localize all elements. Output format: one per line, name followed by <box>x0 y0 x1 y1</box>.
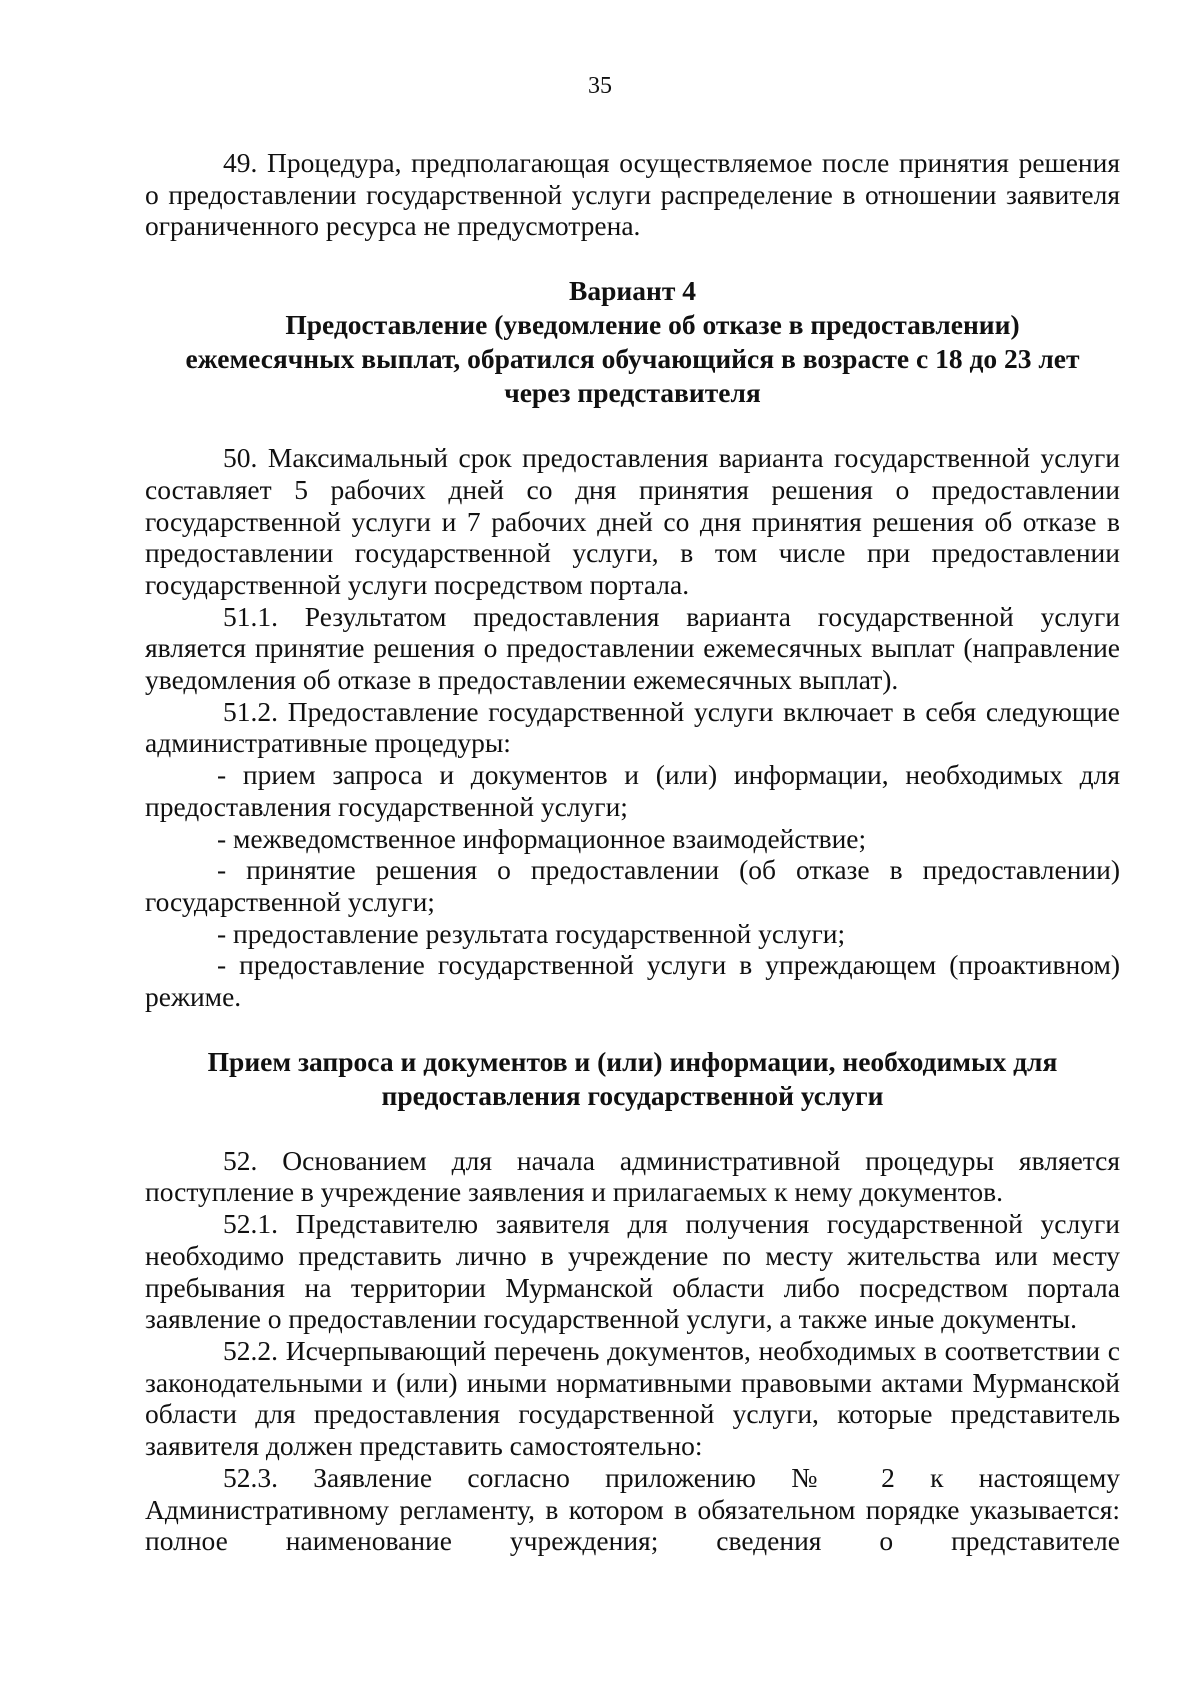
spacer <box>145 242 1120 274</box>
paragraph-50: 50. Максимальный срок предоставления варианта государственной услуги составляет 5 рабочих дней со дня принятия решения о предоставлении государственной услуги и 7 рабочих дней со дня принятия решения об отказе в предоставлении государственной услуги, в том числе при предоставлении государственной услуги посредством портала. <box>145 442 1120 600</box>
procedure-list-item: - предоставление результата государственной услуги; <box>217 917 846 949</box>
variant-heading-line-1: Предоставление (уведомление об отказе в предоставлении) <box>285 309 1020 341</box>
spacer <box>145 1113 1120 1145</box>
paragraph-52-3: 52.3. Заявление согласно приложению № 2 к настоящему Административному регламенту, в котором в обязательном порядке указывается: полное наименование учреждения; сведения о представителе <box>145 1461 1120 1557</box>
procedure-list-item: - межведомственное информационное взаимодействие; <box>217 822 867 854</box>
section-heading-line-1: Прием запроса и документов и (или) информации, необходимых для <box>207 1045 1058 1077</box>
variant-heading-line-3: через представителя <box>504 377 761 409</box>
paragraph-51-2: 51.2. Предоставление государственной услуги включает в себя следующие административные процедуры: <box>145 695 1120 759</box>
variant-heading-line-2: ежемесячных выплат, обратился обучающийся в возрасте с 18 до 23 лет <box>185 343 1080 375</box>
procedure-list-item: - прием запроса и документов и (или) информации, необходимых для предоставления государственной услуги; <box>145 759 1120 822</box>
document-body <box>145 147 1120 1557</box>
paragraph-52-2: 52.2. Исчерпывающий перечень документов, необходимых в соответствии с законодательными и (или) иными нормативными правовыми актами Мурманской области для предоставления государственной услуги, которые представитель заявителя должен представить самостоятельно: <box>145 1334 1120 1462</box>
section-heading-line-2: предоставления государственной услуги <box>381 1079 884 1111</box>
paragraph-52-1: 52.1. Представителю заявителя для получения государственной услуги необходимо представить лично в учреждение по месту жительства или месту пребывания на территории Мурманской области либо посредством портала заявление о предоставлении государственной услуги, а также иные документы. <box>145 1208 1120 1335</box>
page-number: 35 <box>588 73 612 99</box>
procedure-list-item: - предоставление государственной услуги в упреждающем (проактивном) режиме. <box>145 949 1120 1013</box>
procedure-list-item: - принятие решения о предоставлении (об отказе в предоставлении) государственной услуги; <box>145 854 1120 917</box>
spacer <box>145 410 1120 442</box>
paragraph-52: 52. Основанием для начала административной процедуры является поступление в учреждение заявления и прилагаемых к нему документов. <box>145 1144 1120 1208</box>
paragraph-49: 49. Процедура, предполагающая осуществляемое после принятия решения о предоставлении государственной услуги распределение в отношении заявителя ограниченного ресурса не предусмотрена. <box>145 147 1120 242</box>
variant-title: Вариант 4 <box>569 275 696 307</box>
spacer <box>145 1013 1120 1045</box>
paragraph-51-1: 51.1. Результатом предоставления варианта государственной услуги является принятие решения о предоставлении ежемесячных выплат (направление уведомления об отказе в предоставлении ежемесячных выплат). <box>145 600 1120 696</box>
